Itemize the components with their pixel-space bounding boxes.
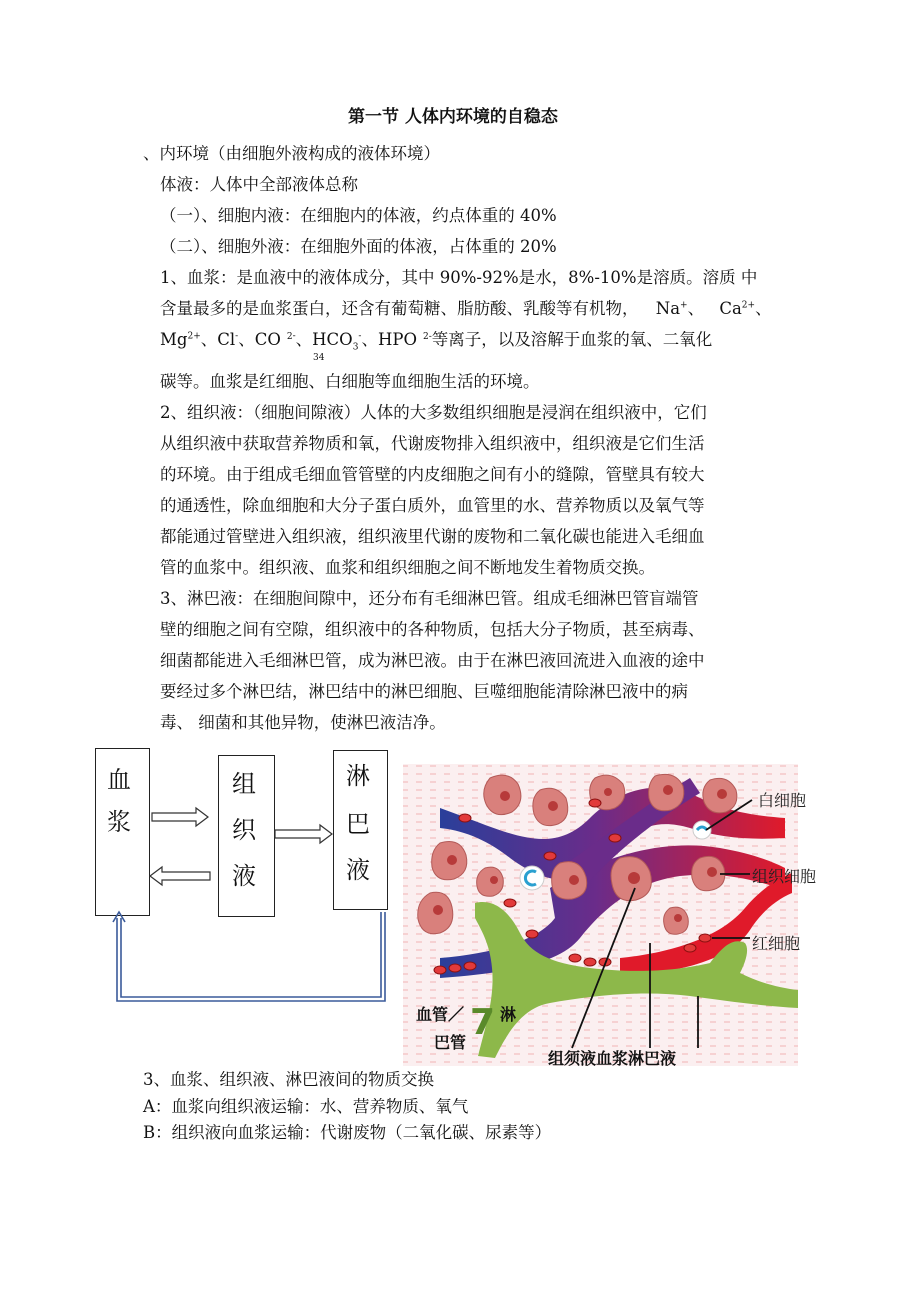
label-vessel: 血管／ [416, 1005, 465, 1024]
text-line: （一）、细胞内液：在细胞内的体液，约点体重的 40% [160, 206, 557, 225]
label-number: 7 [470, 1002, 496, 1043]
text-line: （二）、细胞外液：在细胞外面的体液，占体重的 20% [160, 237, 557, 256]
text-line: 、内环境（由细胞外液构成的液体环境） [143, 144, 440, 163]
return-arrowhead [113, 912, 125, 922]
lymph-label: 液 [346, 856, 370, 884]
ion-mg: $Mg^{2+}$、 [160, 330, 218, 349]
red-blood-cell [449, 964, 461, 972]
red-blood-cell [584, 958, 596, 966]
plasma-label: 浆 [107, 808, 131, 836]
ion-ca: $Ca^{2+}$、 [719, 299, 772, 318]
red-blood-cell [589, 799, 601, 807]
exchange-line: B：组织液向血浆运输：代谢废物（二氧化碳、尿素等） [143, 1123, 552, 1142]
text-line: 体液：人体中全部液体总称 [160, 175, 358, 194]
plasma-label: 血 [107, 766, 131, 794]
ion-cl: Cl- [217, 330, 239, 349]
tissue-cell [477, 867, 504, 896]
red-blood-cell [569, 954, 581, 962]
tissue-fluid-label: 组 [232, 770, 256, 798]
red-blood-cell [434, 966, 446, 974]
text-line: 1、血浆：是血液中的液体成分，其中 90%-92%是水，8%-10%是溶质。溶质 中 [160, 268, 758, 287]
exchange-heading: 3、血浆、组织液、淋巴液间的物质交换 [143, 1070, 434, 1089]
label-bottom: 组须液血浆淋巴液 [548, 1049, 677, 1068]
text-line: 的环境。由于组成毛细血管管壁的内皮细胞之间有小的缝隙，管壁具有较大 [160, 465, 705, 484]
text-line: 都能通过管壁进入组织液，组织液里代谢的废物和二氧化碳也能进入毛细血 [160, 527, 705, 546]
exchange-line: A：血浆向组织液运输：水、营养物质、氧气 [143, 1097, 469, 1116]
tissue-fluid-label: 织 [232, 816, 256, 844]
label-white-cell: 白细胞 [758, 791, 807, 810]
white-blood-cell [520, 866, 544, 890]
red-blood-cell [544, 852, 556, 860]
label-lymph-b: 巴管 [434, 1033, 467, 1052]
text-line: 碳等。血浆是红细胞、白细胞等血细胞生活的环境。 [160, 372, 540, 391]
arrow-plasma-to-tissue [152, 808, 208, 826]
text-line: 3、淋巴液：在细胞间隙中，还分布有毛细淋巴管。组成毛细淋巴管盲端管 [160, 589, 699, 608]
text-line: 从组织液中获取营养物质和氧，代谢废物排入组织液中，组织液是它们生活 [160, 434, 705, 453]
lymph-label: 巴 [346, 810, 370, 838]
red-blood-cell [684, 944, 696, 952]
text-line: 毒、 细菌和其他异物，使淋巴液洁净。 [160, 713, 446, 732]
ion-hpo4: 、HPO $^{2-}$ [361, 330, 432, 349]
red-blood-cell [464, 962, 476, 970]
text-line: 的通透性，除血细胞和大分子蛋白质外，血管里的水、营养物质以及氧气等 [160, 496, 705, 515]
ion-na: Na+、 [655, 299, 705, 318]
label-red-cell: 红细胞 [752, 934, 801, 953]
red-blood-cell [526, 930, 538, 938]
red-blood-cell [609, 834, 621, 842]
return-line-inner [121, 912, 381, 997]
red-blood-cell [699, 934, 711, 942]
return-line-outer [117, 912, 385, 1001]
white-blood-cell [693, 821, 711, 839]
text-line: 要经过多个淋巴结，淋巴结中的淋巴细胞、巨噬细胞能清除淋巴液中的病 [160, 682, 688, 701]
lymph-label: 淋 [346, 762, 370, 790]
arrow-tissue-to-plasma [150, 867, 210, 885]
red-blood-cell [459, 814, 471, 822]
label-tissue-cell: 组织细胞 [752, 867, 817, 886]
ion-hco3: 、$HCO_3^-$ [295, 330, 362, 353]
arrow-tissue-to-lymph [275, 825, 332, 843]
subscript-numbers: 34 [313, 353, 325, 363]
text-fragment: 含量最多的是血浆蛋白，还含有葡萄糖、脂肪酸、乳酸等有机物， [160, 299, 639, 318]
ion-line: $Mg^{2+}$、Cl-、CO $^{2-}$、$HCO_3^-$、HPO $^{2-}$等离子，以及溶解于血浆的氧、二氧化 [160, 330, 713, 353]
label-lymph-a: 淋 [500, 1005, 517, 1024]
text-line: 2、组织液：（细胞间隙液）人体的大多数组织细胞是浸润在组织液中，它们 [160, 403, 707, 422]
ion-co3: 、CO $^{2-}$ [238, 330, 296, 349]
text-line: 壁的细胞之间有空隙，组织液中的各种物质，包括大分子物质，甚至病毒、 [160, 620, 705, 639]
text-line: 细菌都能进入毛细淋巴管，成为淋巴液。由于在淋巴液回流进入血液的途中 [160, 651, 705, 670]
tissue-fluid-label: 液 [232, 862, 256, 890]
page-title: 第一节 人体内环境的自稳态 [348, 107, 558, 127]
red-blood-cell [504, 899, 516, 907]
text-line [160, 301, 772, 318]
text-line: 管的血浆中。组织液、血浆和组织细胞之间不断地发生着物质交换。 [160, 558, 655, 577]
